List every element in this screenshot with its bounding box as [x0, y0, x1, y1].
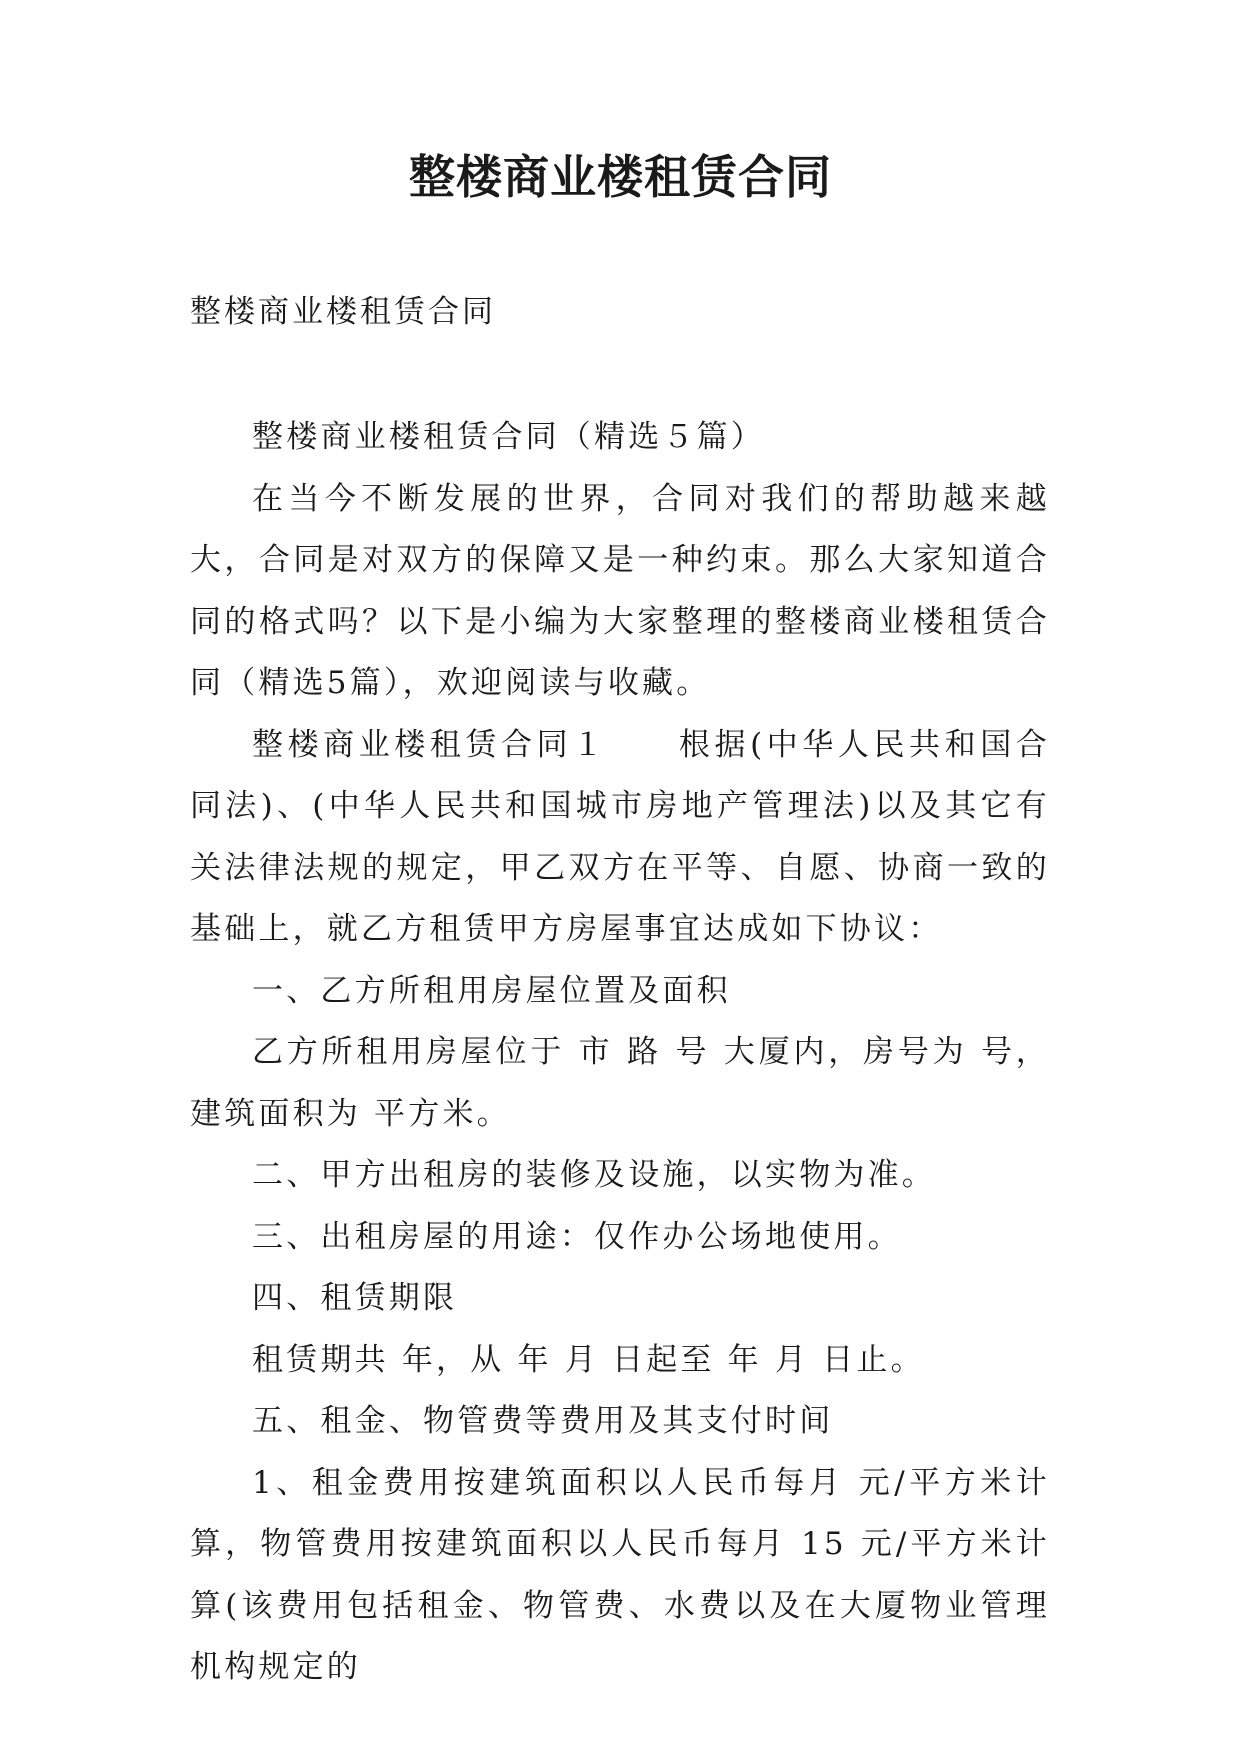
section-heading-rent: 五、租金、物管费等费用及其支付时间	[252, 1403, 834, 1439]
section-heading-location: 一、乙方所租用房屋位置及面积	[252, 972, 731, 1009]
paragraph-location: 乙方所租用房屋位于 市 路 号 大厦内，房号为 号，建筑面积为 平方米。	[190, 1034, 1050, 1132]
paragraph-rent: 1、租金费用按建筑面积以人民币每月 元/平方米计算，物管费用按建筑面积以人民币每月 15 元/平方米计算(该费用包括租金、物管费、水费以及在大厦物业管理机构规定的	[190, 1464, 1050, 1685]
paragraph-contract-1: 整楼商业楼租赁合同１ 根据(中华人民共和国合同法)、(中华人民共和国城市房地产管理法)以及其它有关法律法规的规定，甲乙双方在平等、自愿、协商一致的基础上，就乙方租赁甲方房屋事宜达成如下协议：	[190, 726, 1050, 947]
document-subtitle: 整楼商业楼租赁合同	[190, 294, 496, 330]
section-heading-usage: 三、出租房屋的用途：仅作办公场地使用。	[252, 1218, 902, 1255]
document-title: 整楼商业楼租赁合同	[409, 150, 832, 204]
section-heading-decoration: 二、甲方出租房的装修及设施，以实物为准。	[252, 1157, 936, 1193]
paragraph-intro: 在当今不断发展的世界，合同对我们的帮助越来越大，合同是对双方的保障又是一种约束。那么大家知道合同的格式吗？以下是小编为大家整理的整楼商业楼租赁合同（精选5篇），欢迎阅读与收藏。	[190, 480, 1050, 701]
paragraph-heading: 整楼商业楼租赁合同（精选５篇）	[252, 419, 765, 455]
document-body	[190, 407, 1050, 1699]
paragraph-term: 租赁期共 年，从 年 月 日起至 年 月 日止。	[252, 1341, 925, 1378]
section-heading-term: 四、租赁期限	[252, 1280, 458, 1316]
